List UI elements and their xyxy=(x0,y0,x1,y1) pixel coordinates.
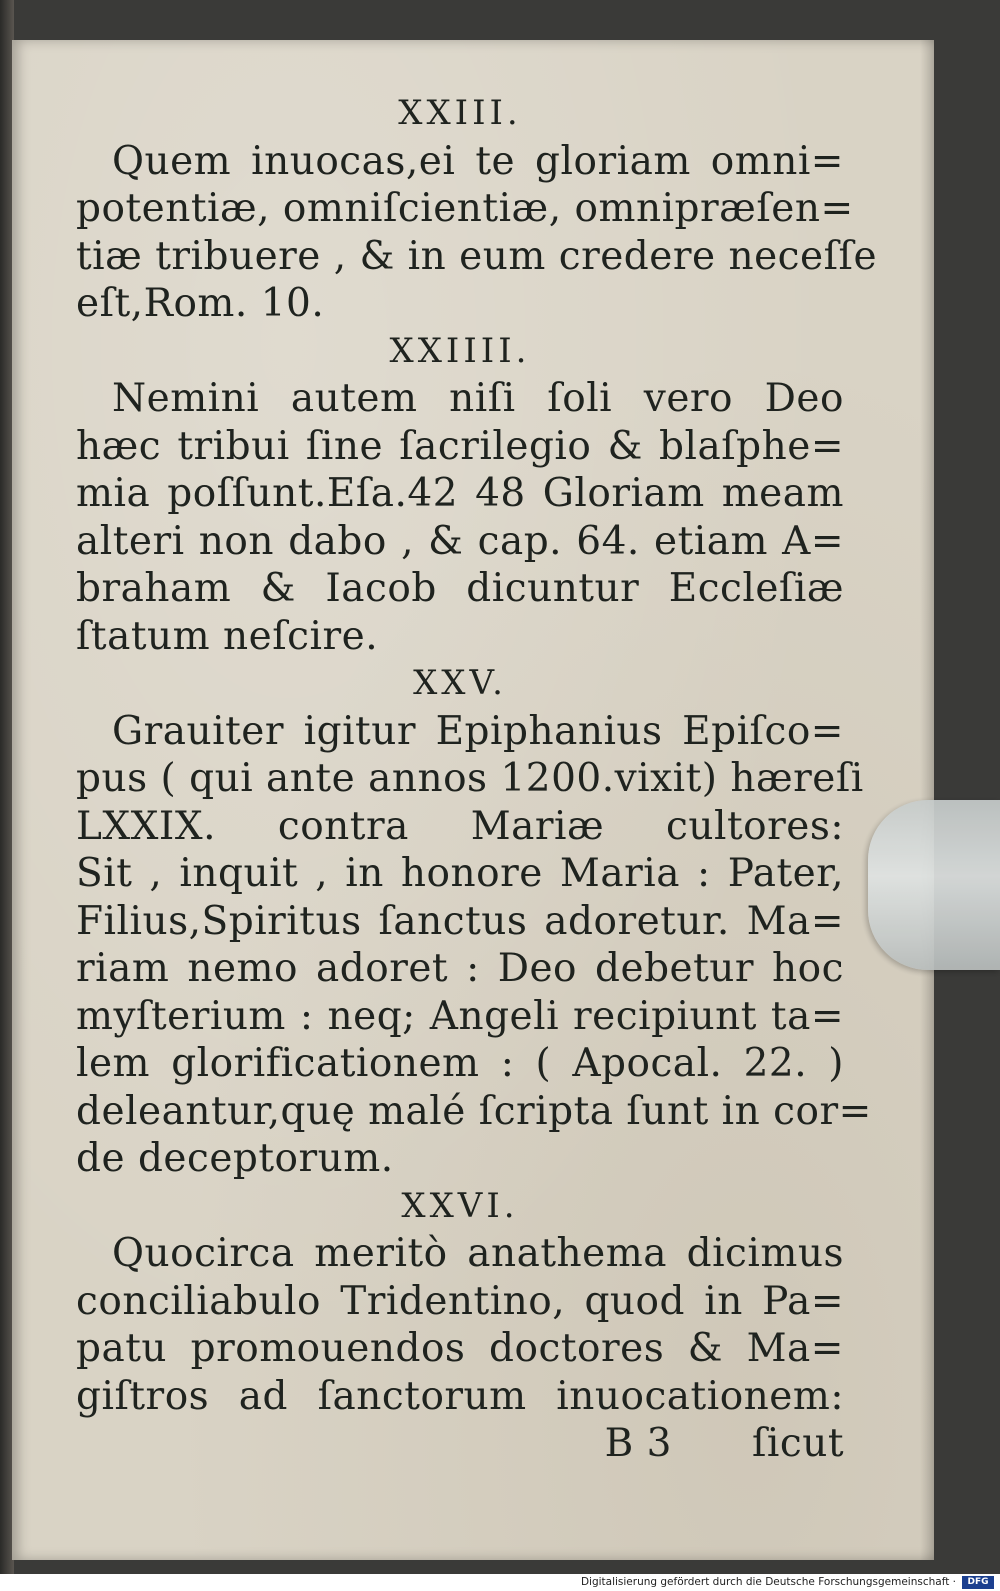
text-line: ſtatum neſcire. xyxy=(76,613,379,659)
digitization-credit: Digitalisierung gefördert durch die Deutsche Forschungsgemeinschaft · xyxy=(580,1576,956,1588)
text-line: patu promouendos doctores & Ma= xyxy=(76,1326,844,1371)
text-line: Filius,Spiritus ſanctus adoretur. Ma= xyxy=(76,898,844,944)
signature-row xyxy=(76,1420,844,1468)
text-line: alteri non dabo , & cap. 64. etiam A= xyxy=(76,518,844,564)
text-line: LXXIX. contra Mariæ cultores: xyxy=(76,803,844,849)
text-line: tiæ tribuere , & in eum credere neceſſe xyxy=(76,233,878,279)
text-line: Sit , inquit , in honore Maria : Pater, xyxy=(76,851,844,896)
text-line: conciliabulo Tridentino, quod in Pa= xyxy=(76,1278,844,1324)
text-line: Nemini autem niſi ſoli vero Deo xyxy=(112,376,844,421)
text-line: deleantur,quę malé ſcripta ſunt in cor= xyxy=(76,1088,872,1134)
text-line: potentiæ, omniſcientiæ, omnipræſen= xyxy=(76,186,854,231)
text-line: pus ( qui ante annos 1200.vixit) hæreſi xyxy=(76,756,864,801)
text-line: riam nemo adoret : Deo debetur hoc xyxy=(76,946,844,991)
text-line: giſtros ad ſanctorum inuocationem: xyxy=(76,1373,844,1419)
catchword: ſicut xyxy=(751,1421,844,1466)
section-number: XXV. xyxy=(413,663,507,703)
text-line: hæc tribui ſine ſacrilegio & blaſphe= xyxy=(76,423,844,469)
text-line: braham & Iacob dicuntur Eccleſiæ xyxy=(76,566,844,611)
text-line: de deceptorum. xyxy=(76,1136,394,1181)
dfg-logo: DFG xyxy=(962,1576,994,1589)
signature-mark: B 3 xyxy=(604,1421,672,1466)
page-text-block xyxy=(76,90,878,1468)
text-line: Quem inuocas,ei te gloriam omni= xyxy=(112,138,844,184)
book-page xyxy=(12,40,934,1560)
text-line: mia poſſunt.Eſa.42 48 Gloriam meam xyxy=(76,471,844,516)
section-number: XXIIII. xyxy=(389,330,531,371)
text-line: Grauiter igitur Epiphanius Epiſco= xyxy=(112,708,844,754)
page-clip-tab xyxy=(868,800,1000,970)
text-line: lem glorificationem : ( Apocal. 22. ) xyxy=(76,1041,844,1086)
section-number: XXIII. xyxy=(398,93,522,133)
text-line: myſterium : neq; Angeli recipiunt ta= xyxy=(76,993,844,1039)
section-number: XXVI. xyxy=(401,1185,519,1226)
text-line: Quocirca meritò anathema dicimus xyxy=(112,1231,844,1276)
text-line: eſt,Rom. 10. xyxy=(76,281,325,326)
